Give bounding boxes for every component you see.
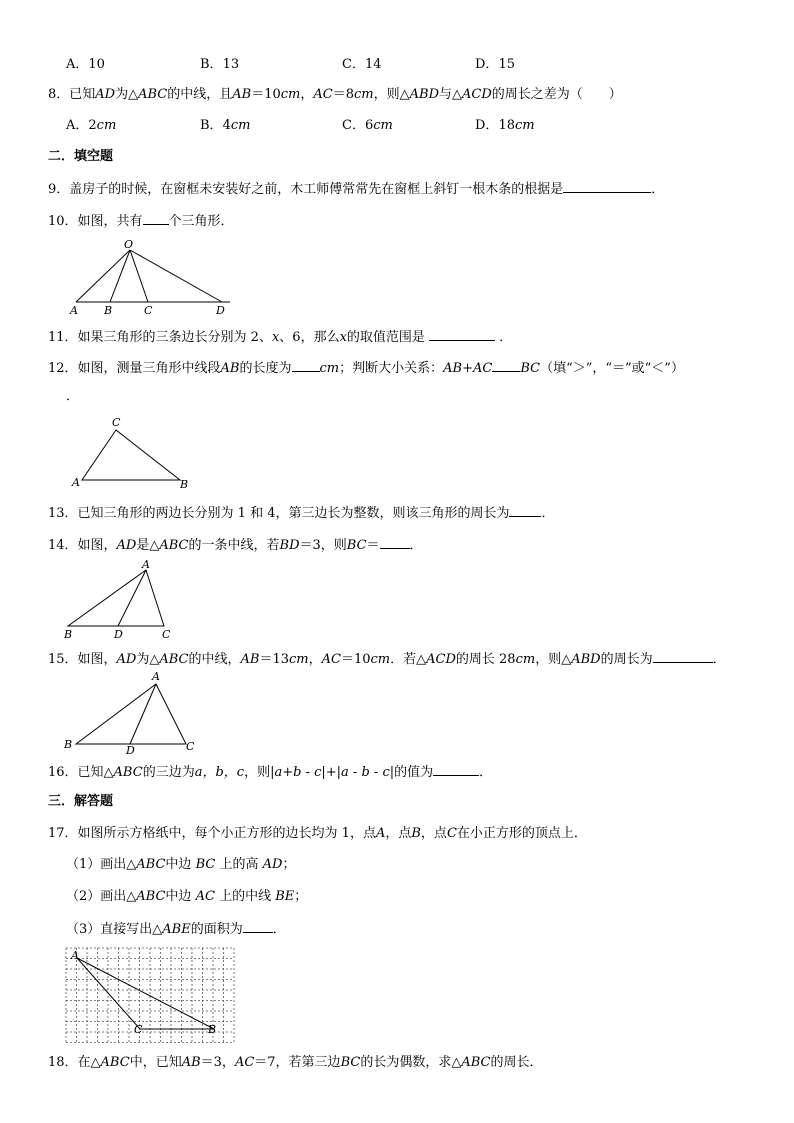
question-9: 9．盖房子的时候，在窗框未安装好之前，木工师傅常常先在窗框上斜钉一根木条的根据是 ． <box>48 179 664 199</box>
q7-option-c: C．14 <box>342 57 382 72</box>
label-c: C <box>112 416 121 429</box>
q8-option-c: C．6cm <box>342 118 393 133</box>
question-15: 15．如图，AD为△ABC的中线，AB＝13cm，AC＝10cm．若△ACD的周长 28cm，则△ABD的周长为 ． <box>48 649 726 669</box>
question-17-part-2: （2）画出△ABC中边 AC 上的中线 BE； <box>66 889 308 904</box>
answer-blank[interactable] <box>292 358 320 372</box>
q7-option-b: B．13 <box>200 57 240 72</box>
label-b: B <box>180 478 189 491</box>
q10-triangle-figure <box>60 236 240 318</box>
answer-blank[interactable] <box>653 649 713 663</box>
label-b: B <box>64 628 73 641</box>
label-a: A <box>142 558 150 571</box>
label-c: C <box>134 1023 143 1036</box>
label-a: A <box>152 670 160 683</box>
question-17: 17．如图所示方格纸中，每个小正方形的边长均为 1，点A，点B，点C在小正方形的顶点上． <box>48 826 587 841</box>
question-12: 12．如图，测量三角形中线段AB的长度为 cm；判断大小关系：AB+AC BC（填“＞”，“＝”或“＜”） <box>48 358 684 378</box>
answer-blank[interactable] <box>429 327 495 341</box>
answer-blank[interactable] <box>492 358 520 372</box>
question-10: 10．如图，共有 个三角形． <box>48 211 234 231</box>
section-heading-solve: 三．解答题 <box>48 794 114 809</box>
question-16: 16．已知△ABC的三边为a，b，c，则|a+b - c|+|a - b - c|的值为 ． <box>48 762 492 782</box>
question-14: 14．如图，AD是△ABC的一条中线，若BD＝3，则BC＝ ． <box>48 535 423 555</box>
label-o: O <box>124 238 134 251</box>
question-8: 8．已知AD为△ABC的中线，且AB＝10cm，AC＝8cm，则△ABD与△ACD的周长之差为（ ） <box>48 87 622 102</box>
question-18: 18．在△ABC中，已知AB＝3，AC＝7，若第三边BC的长为偶数，求△ABC的周长． <box>48 1055 543 1070</box>
answer-blank[interactable] <box>433 762 479 776</box>
q15-triangle-figure <box>58 670 208 758</box>
label-a: A <box>72 476 80 489</box>
label-b: B <box>64 738 73 751</box>
question-17-part-1: （1）画出△ABC中边 BC 上的高 AD； <box>66 857 296 872</box>
label-c: C <box>162 628 171 641</box>
q8-option-b: B．4cm <box>200 118 251 133</box>
answer-blank[interactable] <box>563 179 651 193</box>
q8-option-a: A．2cm <box>66 118 117 133</box>
question-12-end: ． <box>66 389 80 404</box>
section-heading-fill-in: 二．填空题 <box>48 149 114 164</box>
label-d: D <box>216 304 225 317</box>
label-d: D <box>114 628 123 641</box>
label-c: C <box>144 304 153 317</box>
label-b: B <box>104 304 113 317</box>
label-c: C <box>186 740 195 753</box>
answer-blank[interactable] <box>243 919 273 933</box>
label-b: B <box>208 1023 217 1036</box>
label-d: D <box>126 744 135 757</box>
label-a: A <box>70 304 78 317</box>
answer-blank[interactable] <box>509 503 541 517</box>
q14-triangle-figure <box>58 556 188 642</box>
question-13: 13．已知三角形的两边长分别为 1 和 4，第三边长为整数，则该三角形的周长为 ． <box>48 503 555 523</box>
q7-option-d: D．15 <box>475 57 515 72</box>
q7-option-a: A．10 <box>66 57 105 72</box>
question-11: 11．如果三角形的三条边长分别为 2、x、6，那么x的取值范围是 ． <box>48 327 512 347</box>
q17-grid-figure <box>60 942 246 1046</box>
q8-option-d: D．18cm <box>475 118 535 133</box>
q12-triangle-figure <box>64 414 194 492</box>
question-17-part-3: （3）直接写出△ABE的面积为 ． <box>66 919 286 939</box>
label-a: A <box>71 949 79 962</box>
answer-blank[interactable] <box>380 535 410 549</box>
answer-blank[interactable] <box>143 211 169 225</box>
